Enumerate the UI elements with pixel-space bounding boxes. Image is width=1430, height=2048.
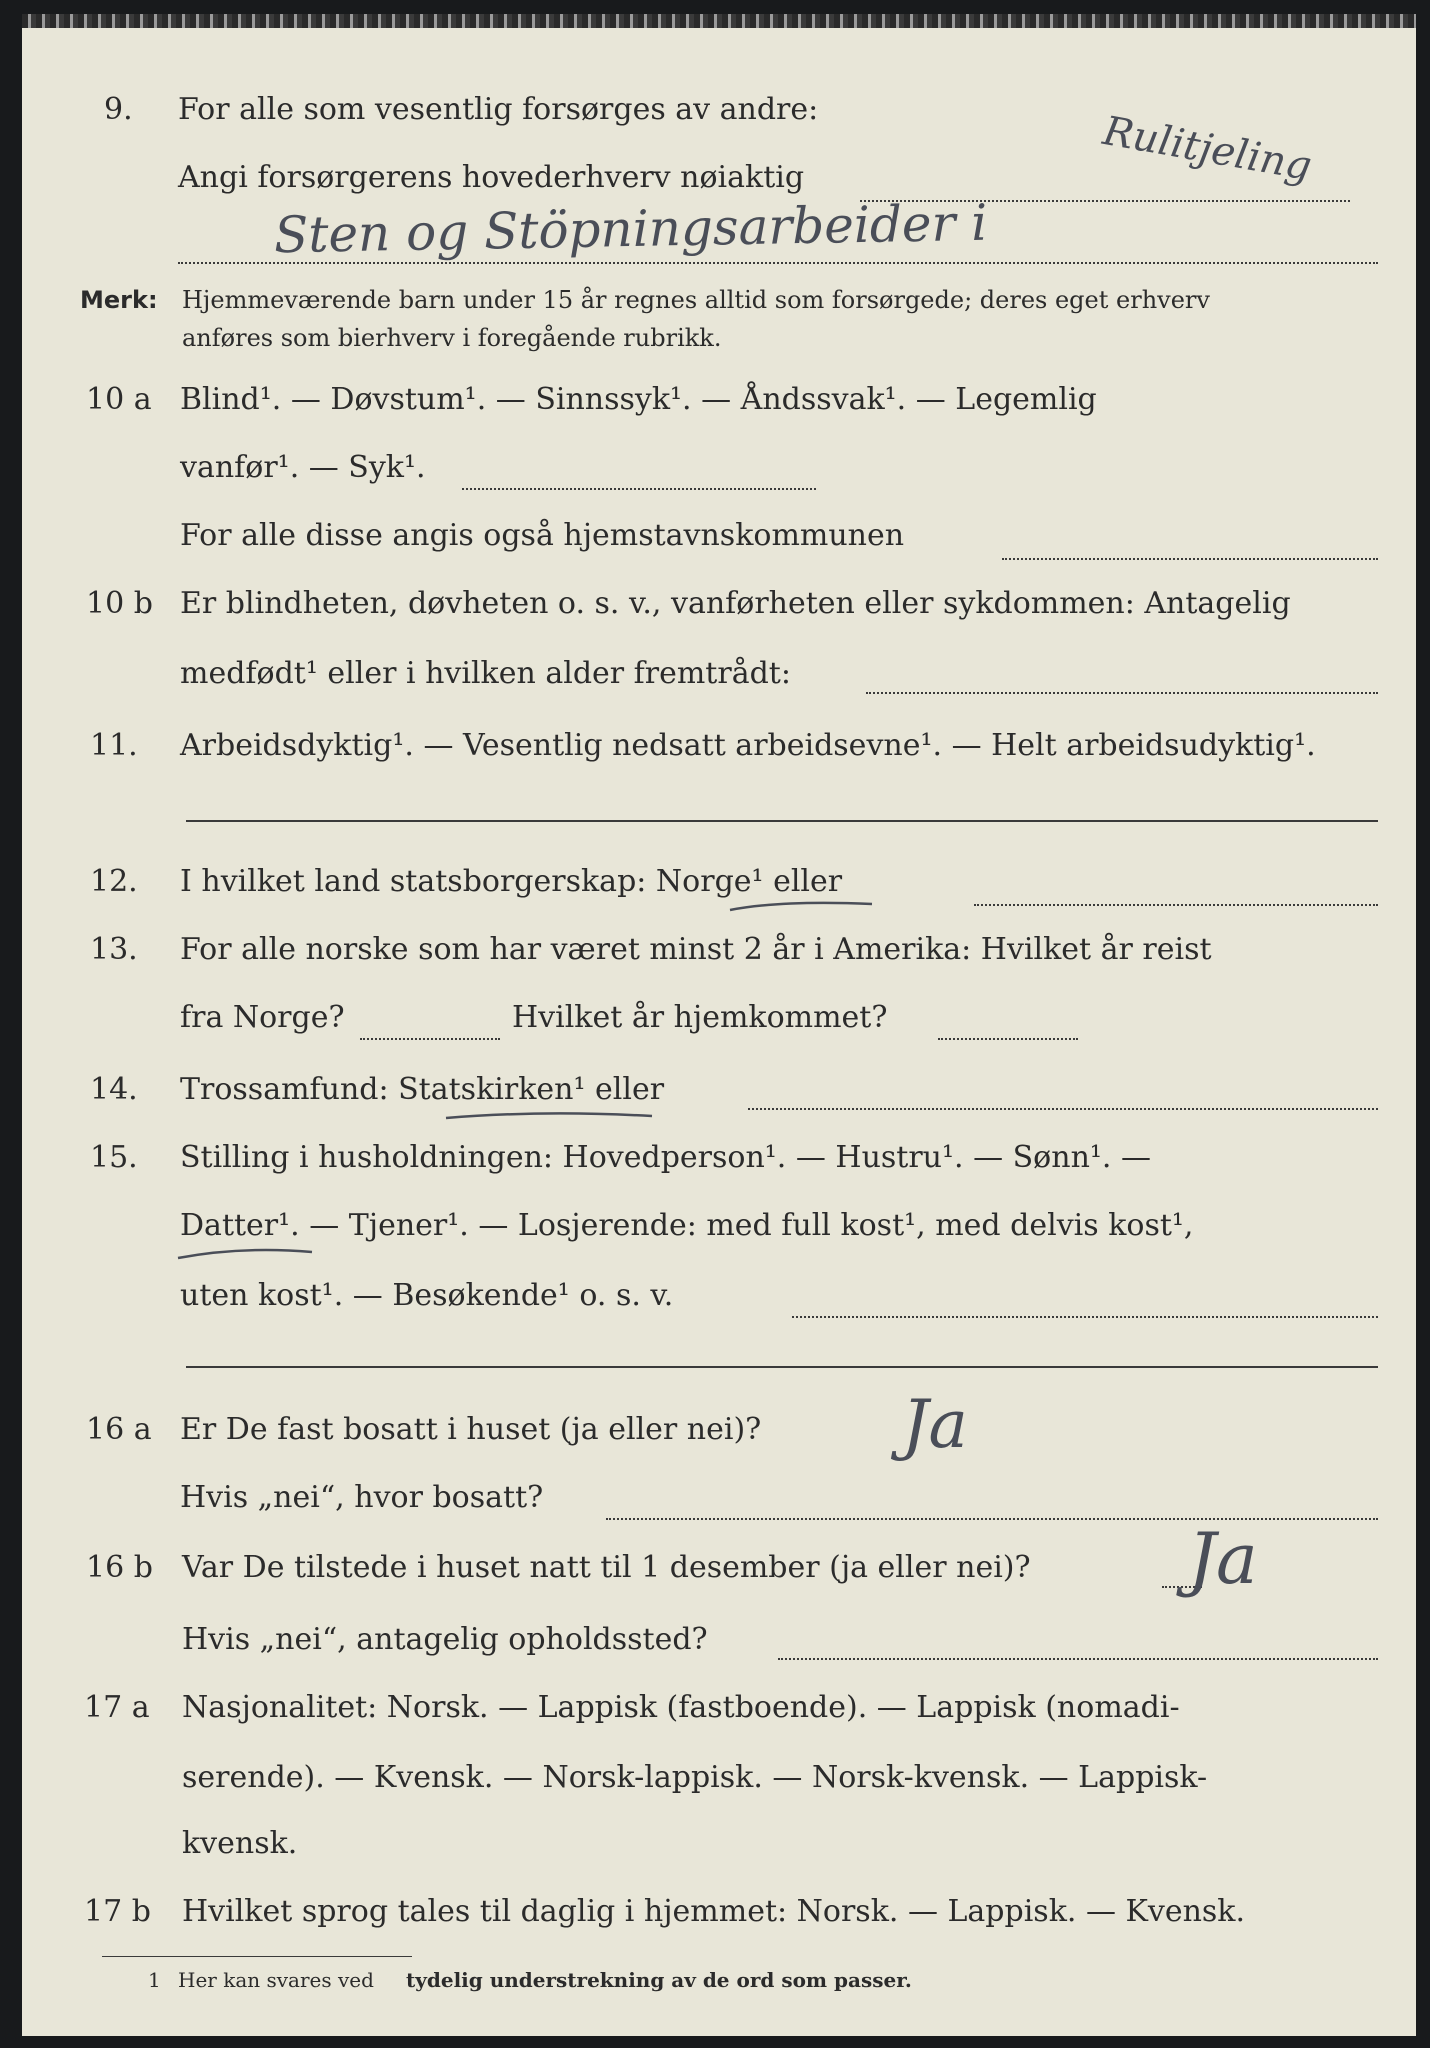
q10a-number: 10 a [86, 382, 152, 417]
census-form-page [22, 14, 1416, 2036]
q16b-text: Var De tilstede i huset natt til 1 desember (ja eller nei)? [182, 1550, 1031, 1585]
q16a-text2: Hvis „nei“, hvor bosatt? [180, 1480, 544, 1515]
q16a-number: 16 a [86, 1412, 152, 1447]
q15-text3: uten kost¹. — Besøkende¹ o. s. v. [180, 1278, 674, 1313]
q15-number: 15. [90, 1140, 138, 1175]
q11-number: 11. [90, 728, 138, 763]
q12-answer-line [974, 904, 1378, 906]
q9-handwritten-1: Rulitjeling [1099, 108, 1315, 190]
q15-answer-line1 [792, 1316, 1378, 1318]
q12-text: I hvilket land statsborgerskap: Norge¹ eller [180, 864, 843, 899]
q9-text: For alle som vesentlig forsørges av andre: [178, 92, 819, 127]
q10a-answer-line1 [462, 488, 816, 490]
footnote-bold-text: tydelig understrekning av de ord som passer. [406, 1968, 912, 1992]
q10a-answer-line2 [1002, 558, 1378, 560]
q16a-text: Er De fast bosatt i huset (ja eller nei)? [180, 1412, 762, 1447]
merk-text: Hjemmeværende barn under 15 år regnes alltid som forsørgede; deres eget erhverv [182, 286, 1210, 314]
footnote-text: Her kan svares ved [178, 1968, 374, 1992]
merk-label: Merk: [80, 286, 158, 314]
q14-answer-line [748, 1108, 1378, 1110]
q16b-answer-line2 [778, 1658, 1378, 1660]
q15-underline-mark [172, 1236, 352, 1266]
q17b-text: Hvilket sprog tales til daglig i hjemmet: Norsk. — Lappisk. — Kvensk. [182, 1894, 1246, 1929]
q16b-handwritten-answer: Ja [1188, 1518, 1258, 1600]
q13-answer-line2 [938, 1038, 1078, 1040]
q17a-number: 17 a [84, 1690, 150, 1725]
q10b-text2: medfødt¹ eller i hvilken alder fremtrådt: [180, 656, 791, 691]
q10a-text: Blind¹. — Døvstum¹. — Sinnssyk¹. — Åndssvak¹. — Legemlig [180, 382, 1097, 417]
q11-answer-line [186, 820, 1378, 822]
q14-text: Trossamfund: Statskirken¹ eller [180, 1072, 665, 1107]
q9-number: 9. [104, 92, 133, 127]
q13-text2b: Hvilket år hjemkommet? [512, 1000, 888, 1035]
q12-number: 12. [90, 864, 138, 899]
q13-text: For alle norske som har været minst 2 år i Amerika: Hvilket år reist [180, 932, 1212, 967]
q9-text2: Angi forsørgerens hovederhverv nøiaktig [178, 160, 805, 195]
q10b-text: Er blindheten, døvheten o. s. v., vanførheten eller sykdommen: Antagelig [180, 586, 1291, 621]
q10a-text2: vanfør¹. — Syk¹. [180, 450, 426, 485]
q16a-answer-line [606, 1518, 1378, 1520]
q17a-text3: kvensk. [182, 1826, 298, 1861]
q12-underline-mark [722, 888, 902, 918]
q16b-text2: Hvis „nei“, antagelig opholdssted? [182, 1622, 708, 1657]
q13-text2a: fra Norge? [180, 1000, 345, 1035]
q16b-number: 16 b [86, 1550, 153, 1585]
q17a-text: Nasjonalitet: Norsk. — Lappisk (fastboende). — Lappisk (nomadi- [182, 1690, 1180, 1725]
q9-handwritten-2: Sten og Stöpningsarbeider i [273, 193, 988, 265]
q17a-text2: serende). — Kvensk. — Norsk-lappisk. — Norsk-kvensk. — Lappisk- [182, 1760, 1208, 1795]
q16a-handwritten-answer: Ja [902, 1386, 968, 1463]
q14-number: 14. [90, 1072, 138, 1107]
q15-text: Stilling i husholdningen: Hovedperson¹. — Hustru¹. — Sønn¹. — [180, 1140, 1151, 1175]
q10b-number: 10 b [86, 586, 153, 621]
q13-number: 13. [90, 932, 138, 967]
q14-underline-mark [442, 1100, 662, 1126]
q10b-answer-line [866, 692, 1378, 694]
footnote-divider [102, 1956, 412, 1957]
q10a-text3: For alle disse angis også hjemstavnskommunen [180, 518, 905, 553]
q13-answer-line1 [360, 1038, 500, 1040]
footnote-marker: 1 [148, 1968, 161, 1992]
q17b-number: 17 b [84, 1894, 151, 1929]
q15-text2: Datter¹. — Tjener¹. — Losjerende: med full kost¹, med delvis kost¹, [180, 1208, 1194, 1243]
merk-text2: anføres som bierhverv i foregående rubrikk. [182, 324, 722, 352]
q15-answer-line2 [186, 1366, 1378, 1368]
scan-edge [22, 14, 1416, 28]
q11-text: Arbeidsdyktig¹. — Vesentlig nedsatt arbeidsevne¹. — Helt arbeidsudyktig¹. [180, 728, 1316, 763]
